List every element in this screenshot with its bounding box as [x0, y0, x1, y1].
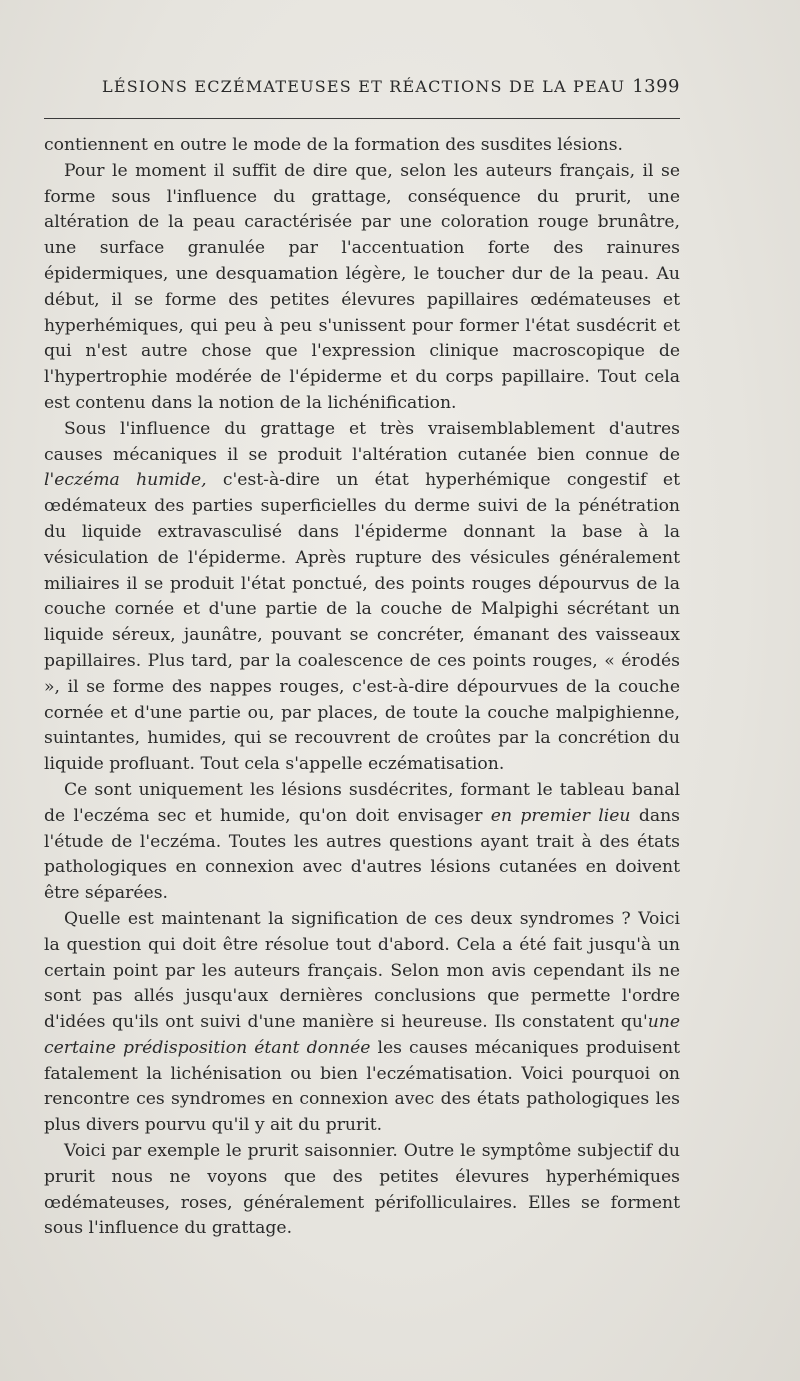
paragraph — [44, 133, 680, 159]
running-title: LÉSIONS ECZÉMATEUSES ET RÉACTIONS DE LA PEAU — [102, 77, 626, 96]
paragraph-text: Pour le moment il suffit de dire que, selon les auteurs français, il se forme sous l'influence du grattage, conséquence du prurit, une altération de la peau caractérisée par une coloration rouge brunâtre, une surface granulée par l'accentuation forte des rainures épidermiques, une desquamation légère, le toucher dur de la peau. Au début, il se forme des petites élevures papillaires œdémateuses et hyperhémiques, qui peu à peu s'unissent pour former l'état susdécrit et qui n'est autre chose que l'expression clinique macroscopique de l'hypertrophie modérée de l'épiderme et du corps papillaire. Tout cela est contenu dans la notion de la lichénification. — [44, 160, 680, 413]
page-number: 1399 — [632, 76, 680, 97]
emphasis-text: en premier lieu — [490, 805, 631, 826]
paragraph — [44, 159, 680, 417]
paragraph-text: contiennent en outre le mode de la formation des susdites lésions. — [44, 135, 623, 155]
paragraph — [44, 417, 680, 778]
paragraph-text: dans l'étude de l'eczéma. Toutes les autres questions ayant trait à des états pathologiques en connexion avec d'autres lésions cutanées en doivent être séparées. — [44, 805, 680, 904]
emphasis-text: l'eczéma humide, — [44, 470, 207, 491]
paragraph — [44, 778, 680, 907]
paragraph-text: Ce sont uniquement les lésions susdécrites, formant le tableau banal de l'eczéma sec et humide, qu'on doit envisager — [44, 779, 680, 826]
header-rule — [44, 118, 680, 119]
paragraph-text: les causes mécaniques produisent fatalement la lichénisation ou bien l'eczématisation. Voici pourquoi on rencontre ces syndromes en connexion avec des états pathologiques les plus divers pourvu qu'il y ait du prurit. — [44, 1037, 680, 1136]
paragraph-text: c'est-à-dire un état hyperhémique congestif et œdémateux des parties superficielles du derme suivi de la pénétration du liquide extravasculisé dans l'épiderme donnant la base à la vésiculation de l'épiderme. Après rupture des vésicules généralement miliaires il se produit l'état ponctué, des points rouges dépourvus de la couche cornée et d'une partie de la couche de Malpighi sécrétant un liquide séreux, jaunâtre, pouvant se concréter, émanant des vaisseaux papillaires. Plus tard, par la coalescence de ces points rouges, « érodés », il se forme des nappes rouges, c'est-à-dire dépourvues de la couche cornée et d'une partie ou, par places, de toute la couche malpighienne, suintantes, humides, qui se recouvrent de croûtes par la concrétion du liquide profluant. Tout cela s'appelle eczématisation. — [44, 470, 680, 775]
emphasis-text: une certaine prédisposition étant donnée — [44, 1012, 680, 1058]
paragraph — [44, 1139, 680, 1242]
paragraph-text: Voici par exemple le prurit saisonnier. Outre le symptôme subjectif du prurit nous ne voyons que des petites élevures hyperhémiques œdémateuses, roses, généralement périfolliculaires. Elles se forment sous l'influence du grattage. — [44, 1141, 680, 1239]
book-page — [44, 76, 680, 1242]
paragraph-text: Quelle est maintenant la signification de ces deux syndromes ? Voici la question qui doit être résolue tout d'abord. Cela a été fait jusqu'à un certain point par les auteurs français. Selon mon avis cependant ils ne sont pas allés jusqu'aux dernières conclusions que permette l'ordre d'idées qu'ils ont suivi d'une manière si heureuse. Ils constatent qu' — [44, 908, 680, 1033]
paragraph — [44, 907, 680, 1139]
paragraph-text: Sous l'influence du grattage et très vraisemblablement d'autres causes mécaniques il se produit l'altération cutanée bien connue de — [44, 418, 680, 465]
running-header — [44, 76, 680, 108]
body-text — [44, 133, 680, 1242]
